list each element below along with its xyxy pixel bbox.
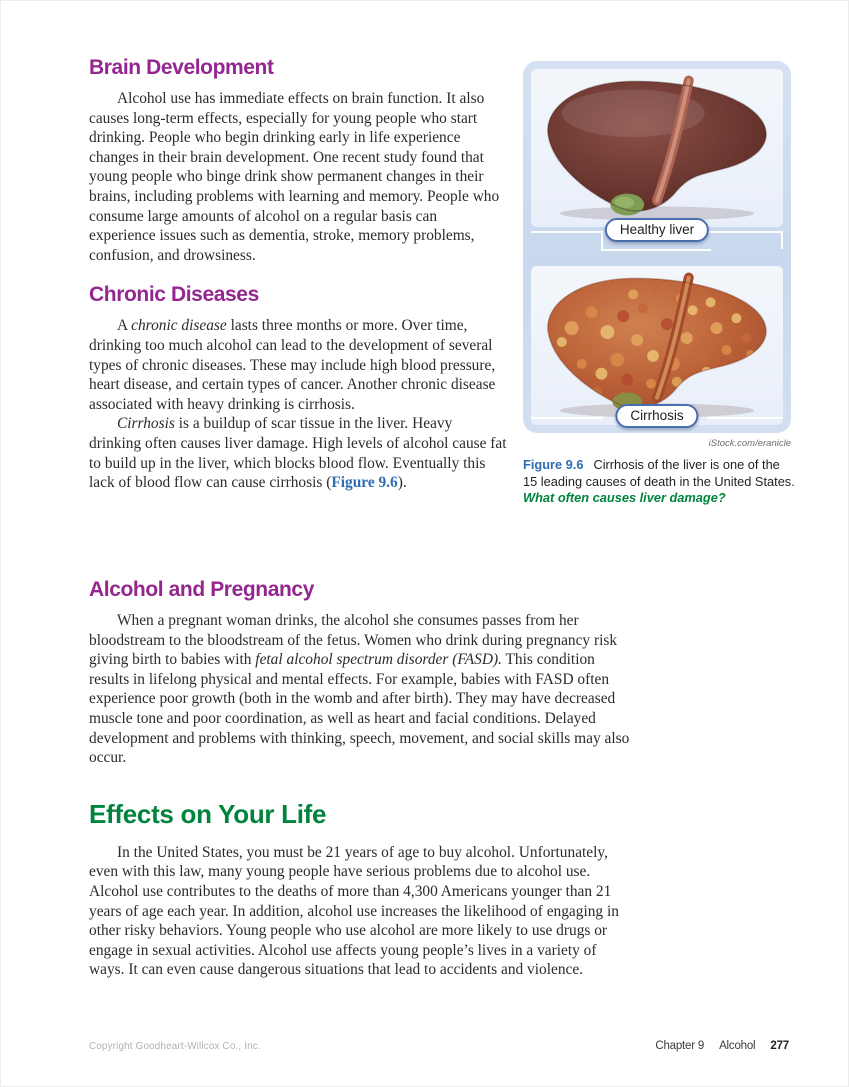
heading-brain-development: Brain Development (89, 56, 274, 79)
paragraph-alcohol-and-pregnancy (89, 611, 630, 768)
text-segment: When a pregnant woman drinks, the alcohol she consumes passes from her bloodstream to the bloodstream of the fetus. Women who drink during pregnancy risk giving birth to babies with (89, 612, 618, 669)
healthy-liver-photo (531, 69, 783, 227)
text-segment: fetal alcohol spectrum disorder (FASD). (255, 651, 502, 669)
divider-line (601, 231, 603, 249)
section-alcohol-and-pregnancy (89, 578, 630, 768)
page-number: 277 (770, 1040, 789, 1052)
two-column-region (89, 56, 848, 558)
text-segment: chronic disease (131, 317, 227, 335)
healthy-liver-illustration (532, 71, 782, 223)
figure-9-6 (523, 61, 795, 507)
divider-line (707, 417, 783, 419)
figure-caption-question: What often causes liver damage? (523, 490, 726, 505)
paragraph-brain-development (89, 89, 507, 265)
divider-line (781, 231, 783, 249)
paragraph-effects-on-your-life (89, 843, 630, 980)
section-brain-development (89, 56, 507, 265)
left-text-column (89, 56, 507, 493)
figure-caption-number: Figure 9.6 (523, 457, 584, 472)
heading-alcohol-and-pregnancy: Alcohol and Pregnancy (89, 578, 314, 601)
page-footer (89, 1040, 789, 1052)
divider-line (601, 249, 711, 251)
chapter-label: Chapter 9 (655, 1040, 705, 1052)
section-effects-on-your-life (89, 799, 630, 980)
heading-chronic-diseases: Chronic Diseases (89, 283, 259, 307)
text-segment: ). (397, 474, 407, 492)
text-segment: In the United States, you must be 21 years of age to buy alcohol. Unfortunately, even with this law, many young people have serious problems due to alcohol use. Alcohol use contributes to the deaths of more than 4,300 Americans younger than 21 years of age each year. In addition, alcohol use increases the likelihood of engaging in other risky behaviors. Young people who use alcohol are more likely to use drugs or engage in sexual activities. Alcohol use affects young people’s lives in a variety of ways. It can even cause dangerous situations that lead to accidents and violence. (89, 843, 619, 979)
paragraph-chronic-diseases-1 (89, 316, 507, 414)
divider-line (531, 231, 603, 233)
cirrhosis-liver-illustration (532, 268, 782, 420)
figure-caption-text: Cirrhosis of the liver is one of the 15 leading causes of death in the United States. (523, 457, 795, 489)
divider-line (707, 231, 783, 233)
chapter-title: Alcohol (719, 1040, 756, 1052)
divider-line (531, 417, 603, 419)
label-healthy-liver: Healthy liver (605, 218, 709, 242)
text-segment: Alcohol use has immediate effects on brain function. It also causes long-term effects, especially for young people who start drinking. People who begin drinking early in life experience changes in their brain development. One recent study found that young people who binge drink show permanent changes in their brains, including problems with learning and memory. People who consume large amounts of alcohol on a regular basis can experience issues such as dementia, stroke, memory problems, confusion, and drowsiness. (89, 90, 500, 264)
text-segment: A (117, 317, 132, 335)
cirrhosis-liver-photo (531, 266, 783, 425)
figure-caption (523, 457, 795, 507)
text-segment: Cirrhosis (117, 415, 175, 433)
section-chronic-diseases (89, 283, 507, 492)
text-segment: lasts three months or more. Over time, drinking too much alcohol can lead to the development of several types of chronic diseases. These may include high blood pressure, heart disease, and certain types of cancer. Another chronic disease associated with heavy drinking is cirrhosis. (89, 317, 496, 413)
photo-credit: iStock.com/eranicle (708, 438, 791, 449)
text-segment: is a buildup of scar tissue in the liver. Heavy drinking often causes liver damage. High levels of alcohol cause fat to build up in the liver, which blocks blood flow. Eventually this lack of blood flow can cause cirrhosis ( (89, 415, 507, 492)
paragraph-chronic-diseases-2 (89, 414, 507, 492)
copyright-notice: Copyright Goodheart-Willcox Co., Inc. (89, 1041, 261, 1052)
liver-figure-box (523, 61, 791, 433)
label-cirrhosis: Cirrhosis (615, 404, 698, 428)
heading-effects-on-your-life: Effects on Your Life (89, 798, 327, 829)
figure-ref-link[interactable]: Figure 9.6 (331, 474, 398, 492)
running-footer (655, 1040, 789, 1052)
text-segment: This condition results in lifelong physical and mental effects. For example, babies with FASD often experience poor growth (both in the womb and after birth). They may have decreased muscle tone and poor coordination, as well as heart and facial conditions. Delayed development and problems with thinking, speech, movement, and social skills may also occur. (89, 651, 630, 767)
